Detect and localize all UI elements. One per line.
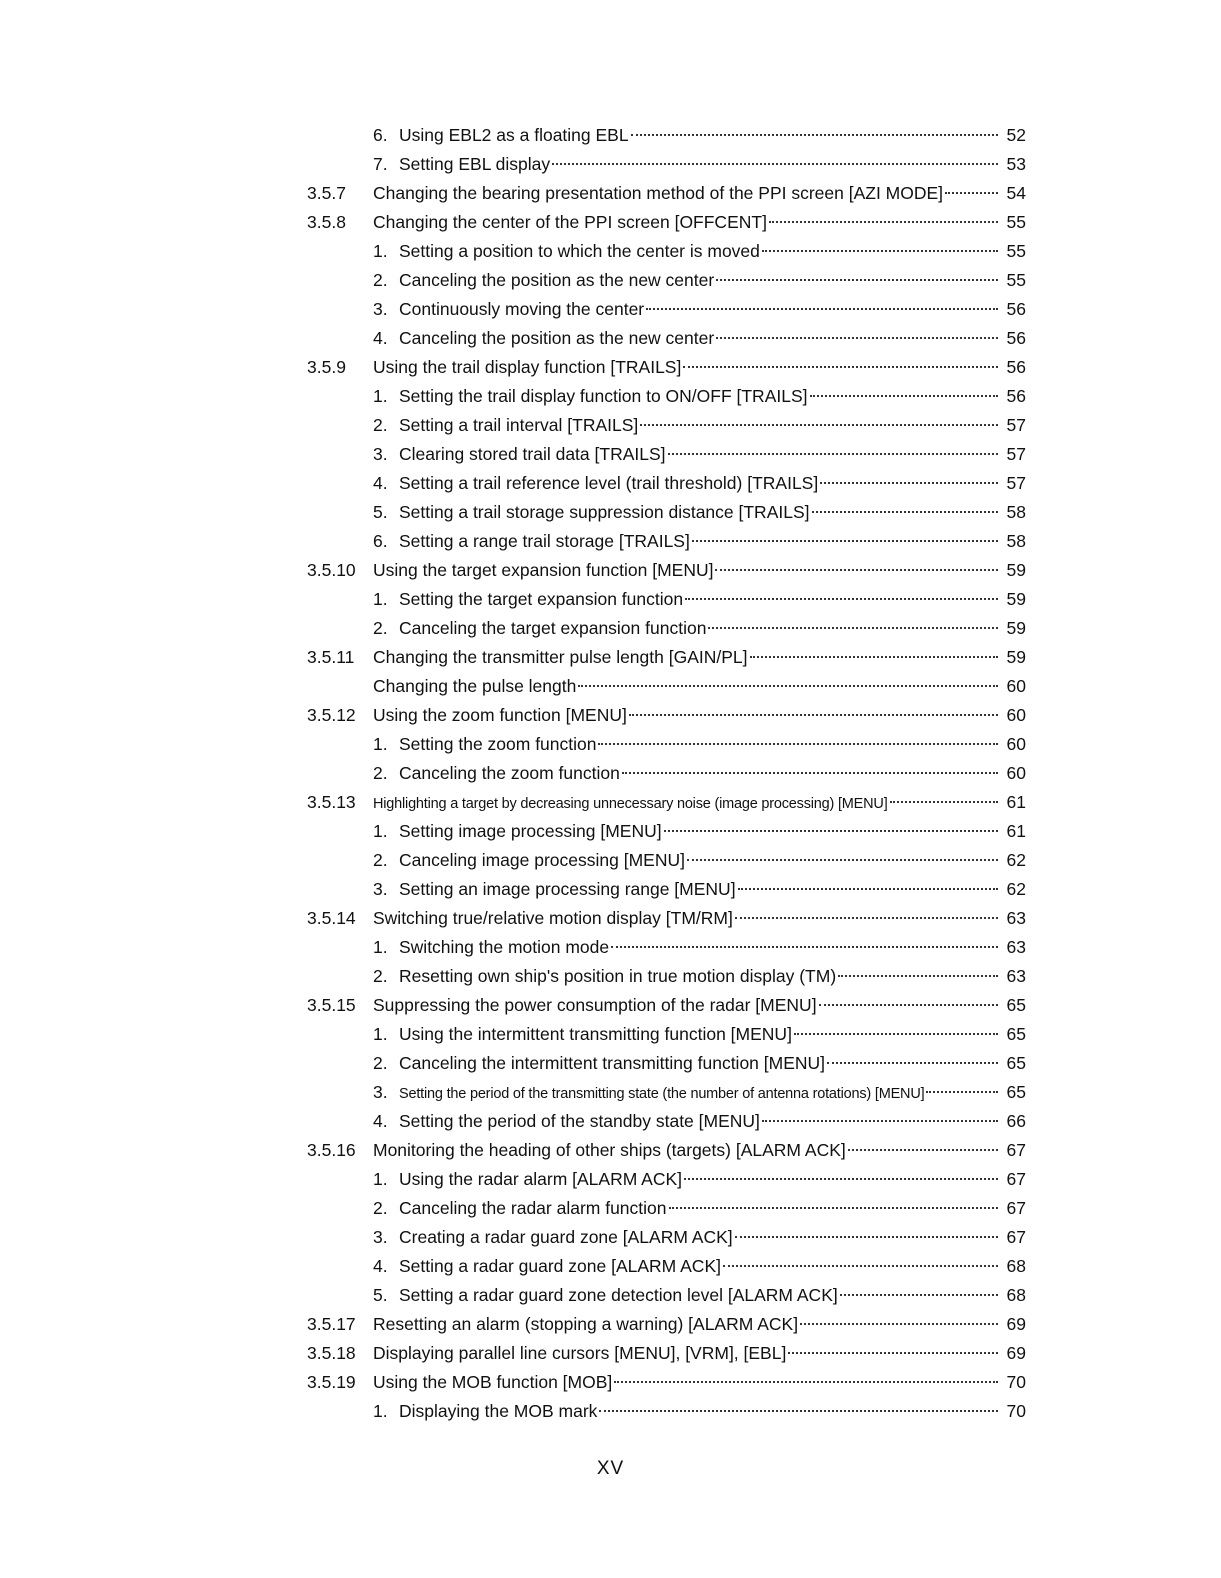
toc-entry: [0, 150, 1221, 179]
entry-title: Monitoring the heading of other ships (targets) [ALARM ACK]: [373, 1140, 846, 1160]
item-number: 1.: [373, 241, 388, 261]
dot-leader: [794, 1033, 998, 1035]
toc-entry: [0, 266, 1221, 295]
dot-leader: [840, 1294, 998, 1296]
dot-leader: [827, 1062, 998, 1064]
toc-entry-line: [373, 1368, 1026, 1397]
section-number: 3.5.16: [307, 1140, 356, 1160]
toc-entry-line: [373, 1194, 1026, 1223]
toc-entry: [0, 1223, 1221, 1252]
section-number: 3.5.12: [307, 705, 356, 725]
toc-entry: [0, 730, 1221, 759]
entry-title: Changing the center of the PPI screen [OFFCENT]: [373, 212, 767, 232]
entry-title: Displaying parallel line cursors [MENU], [VRM], [EBL]: [373, 1343, 787, 1363]
toc-entry: [0, 1136, 1221, 1165]
toc-entry-line: [373, 498, 1026, 527]
toc-entry-line: [373, 672, 1026, 701]
item-number: 3.: [373, 1082, 388, 1102]
page-number: XV: [596, 1458, 625, 1479]
item-number: 1.: [373, 937, 388, 957]
dot-leader: [684, 1178, 998, 1180]
entry-title: Setting a trail storage suppression distance [TRAILS]: [399, 502, 810, 522]
dot-leader: [578, 685, 998, 687]
entry-title: Canceling the position as the new center: [399, 270, 715, 290]
toc-entry: [0, 933, 1221, 962]
toc-entry: [0, 1281, 1221, 1310]
dot-leader: [687, 859, 998, 861]
toc-entry-line: [373, 759, 1026, 788]
page-ref: 59: [1006, 618, 1026, 638]
toc-entry: [0, 788, 1221, 817]
toc-entry-line: [373, 643, 1026, 672]
dot-leader: [716, 279, 998, 281]
page-ref: 65: [1006, 1082, 1026, 1102]
toc-entry-line: [373, 846, 1026, 875]
toc-entry: [0, 382, 1221, 411]
entry-title: Using the intermittent transmitting function [MENU]: [399, 1024, 792, 1044]
entry-title: Setting a range trail storage [TRAILS]: [399, 531, 690, 551]
dot-leader: [716, 337, 998, 339]
item-number: 1.: [373, 821, 388, 841]
toc-entry: [0, 817, 1221, 846]
item-number: 6.: [373, 531, 388, 551]
toc-entry: [0, 1339, 1221, 1368]
entry-title: Setting image processing [MENU]: [399, 821, 662, 841]
entry-title: Switching the motion mode: [399, 937, 610, 957]
item-number: 4.: [373, 1111, 388, 1131]
toc-entry: [0, 237, 1221, 266]
dot-leader: [735, 1236, 998, 1238]
toc-entry: [0, 643, 1221, 672]
item-number: 2.: [373, 618, 388, 638]
toc-entry-line: [373, 1252, 1026, 1281]
page-ref: 56: [1006, 386, 1026, 406]
dot-leader: [762, 250, 998, 252]
page-ref: 55: [1006, 241, 1026, 261]
entry-title: Displaying the MOB mark: [399, 1401, 598, 1421]
page-ref: 69: [1006, 1314, 1026, 1334]
page-ref: 70: [1006, 1372, 1026, 1392]
toc-entry: [0, 440, 1221, 469]
item-number: 1.: [373, 1401, 388, 1421]
toc-entry-line: [373, 382, 1026, 411]
page-ref: 63: [1006, 966, 1026, 986]
dot-leader: [599, 1410, 998, 1412]
item-number: 2.: [373, 966, 388, 986]
page-ref: 53: [1006, 154, 1026, 174]
page-ref: 62: [1006, 879, 1026, 899]
dot-leader: [622, 772, 998, 774]
item-number: 3.: [373, 1227, 388, 1247]
toc-entry: [0, 498, 1221, 527]
section-number: 3.5.9: [307, 357, 346, 377]
entry-title: Resetting an alarm (stopping a warning) [ALARM ACK]: [373, 1314, 799, 1334]
page-ref: 55: [1006, 270, 1026, 290]
toc-entry-line: [373, 614, 1026, 643]
page-ref: 68: [1006, 1256, 1026, 1276]
toc-entry-line: [373, 1078, 1026, 1109]
entry-title: Clearing stored trail data [TRAILS]: [399, 444, 666, 464]
toc-entry-line: [373, 962, 1026, 991]
toc-entry-line: [373, 1020, 1026, 1049]
entry-title: Creating a radar guard zone [ALARM ACK]: [399, 1227, 733, 1247]
toc-entry: [0, 1397, 1221, 1426]
item-number: 4.: [373, 328, 388, 348]
entry-title: Canceling the intermittent transmitting function [MENU]: [399, 1053, 826, 1073]
page-ref: 68: [1006, 1285, 1026, 1305]
toc-entry-line: [373, 1165, 1026, 1194]
toc-entry-line: [373, 440, 1026, 469]
dot-leader: [552, 163, 998, 165]
entry-title: Setting a position to which the center is moved: [399, 241, 760, 261]
item-number: 4.: [373, 473, 388, 493]
item-number: 1.: [373, 589, 388, 609]
section-number: 3.5.19: [307, 1372, 356, 1392]
toc-entry: [0, 324, 1221, 353]
entry-title: Setting a radar guard zone [ALARM ACK]: [399, 1256, 721, 1276]
toc-entry-line: [373, 904, 1026, 933]
page-ref: 56: [1006, 328, 1026, 348]
entry-title: Canceling the zoom function: [399, 763, 620, 783]
toc-entry: [0, 962, 1221, 991]
section-number: 3.5.17: [307, 1314, 356, 1334]
item-number: 3.: [373, 299, 388, 319]
page-ref: 67: [1006, 1140, 1026, 1160]
page-ref: 63: [1006, 937, 1026, 957]
page-ref: 56: [1006, 357, 1026, 377]
entry-title: Using the radar alarm [ALARM ACK]: [399, 1169, 683, 1189]
page-ref: 62: [1006, 850, 1026, 870]
entry-title: Canceling image processing [MENU]: [399, 850, 685, 870]
page-ref: 60: [1006, 705, 1026, 725]
page-ref: 59: [1006, 560, 1026, 580]
toc-entry-line: [373, 1223, 1026, 1252]
dot-leader: [629, 714, 998, 716]
dot-leader: [664, 830, 998, 832]
dot-leader: [715, 569, 998, 571]
dot-leader: [735, 917, 998, 919]
toc-entry: [0, 1310, 1221, 1339]
toc-entry: [0, 614, 1221, 643]
dot-leader: [738, 888, 998, 890]
toc-entry: [0, 1165, 1221, 1194]
page-ref: 60: [1006, 676, 1026, 696]
dot-leader: [810, 395, 999, 397]
item-number: 2.: [373, 1053, 388, 1073]
entry-title: Setting the period of the standby state [MENU]: [399, 1111, 760, 1131]
dot-leader: [598, 743, 998, 745]
toc-entry-line: [373, 1397, 1026, 1426]
toc-entry-line: [373, 1049, 1026, 1078]
dot-leader: [945, 192, 998, 194]
section-number: 3.5.14: [307, 908, 356, 928]
toc-entry: [0, 527, 1221, 556]
page-ref: 61: [1006, 821, 1026, 841]
item-number: 4.: [373, 1256, 388, 1276]
toc-entry: [0, 1107, 1221, 1136]
toc-entry-line: [373, 121, 1026, 150]
dot-leader: [669, 1207, 998, 1209]
item-number: 2.: [373, 270, 388, 290]
toc-entry: [0, 121, 1221, 150]
toc-entry: [0, 846, 1221, 875]
toc-entry: [0, 1049, 1221, 1078]
page-ref: 55: [1006, 212, 1026, 232]
item-number: 1.: [373, 386, 388, 406]
dot-leader: [611, 946, 998, 948]
section-number: 3.5.11: [307, 647, 355, 667]
toc-entry: [0, 991, 1221, 1020]
entry-title: Setting the zoom function: [399, 734, 597, 754]
toc-entry-line: [373, 179, 1026, 208]
toc-entry-line: [373, 1281, 1026, 1310]
entry-title: Continuously moving the center: [399, 299, 645, 319]
page-ref: 59: [1006, 589, 1026, 609]
item-number: 3.: [373, 879, 388, 899]
item-number: 7.: [373, 154, 388, 174]
toc-entry: [0, 1020, 1221, 1049]
dot-leader: [750, 656, 998, 658]
toc-entry: [0, 672, 1221, 701]
dot-leader: [708, 627, 998, 629]
page-ref: 67: [1006, 1227, 1026, 1247]
item-number: 1.: [373, 1169, 388, 1189]
section-number: 3.5.15: [307, 995, 356, 1015]
item-number: 1.: [373, 1024, 388, 1044]
toc-entry: [0, 759, 1221, 788]
page-ref: 57: [1006, 415, 1026, 435]
toc-entry: [0, 1252, 1221, 1281]
toc-entry: [0, 353, 1221, 382]
page-ref: 66: [1006, 1111, 1026, 1131]
entry-title: Canceling the radar alarm function: [399, 1198, 667, 1218]
dot-leader: [762, 1120, 998, 1122]
toc-entry: [0, 208, 1221, 237]
entry-title: Changing the transmitter pulse length [GAIN/PL]: [373, 647, 748, 667]
toc-entry-line: [373, 266, 1026, 295]
entry-title: Using the trail display function [TRAILS]: [373, 357, 682, 377]
item-number: 6.: [373, 125, 388, 145]
page-ref: 57: [1006, 473, 1026, 493]
dot-leader: [800, 1323, 998, 1325]
toc-entry: [0, 556, 1221, 585]
page-ref: 59: [1006, 647, 1026, 667]
page-ref: 58: [1006, 502, 1026, 522]
dot-leader: [685, 598, 998, 600]
entry-title: Setting a radar guard zone detection level [ALARM ACK]: [399, 1285, 838, 1305]
page-ref: 60: [1006, 763, 1026, 783]
entry-title: Changing the bearing presentation method of the PPI screen [AZI MODE]: [373, 183, 944, 203]
page-ref: 70: [1006, 1401, 1026, 1421]
toc-entry-line: [373, 788, 1026, 819]
section-number: 3.5.8: [307, 212, 346, 232]
toc-entry-line: [373, 150, 1026, 179]
section-number: 3.5.13: [307, 792, 356, 812]
section-number: 3.5.10: [307, 560, 356, 580]
dot-leader: [640, 424, 998, 426]
entry-title: Highlighting a target by decreasing unnecessary noise (image processing) [MENU]: [373, 796, 888, 812]
entry-title: Canceling the target expansion function: [399, 618, 707, 638]
dot-leader: [812, 511, 999, 513]
dot-leader: [614, 1381, 998, 1383]
entry-title: Setting a trail reference level (trail threshold) [TRAILS]: [399, 473, 819, 493]
toc-entry-line: [373, 875, 1026, 904]
toc-entry-line: [373, 208, 1026, 237]
page-ref: 67: [1006, 1169, 1026, 1189]
toc-entry: [0, 295, 1221, 324]
page-ref: 54: [1006, 183, 1026, 203]
toc-entry-line: [373, 730, 1026, 759]
dot-leader: [692, 540, 998, 542]
page-ref: 61: [1006, 792, 1026, 812]
dot-leader: [820, 482, 998, 484]
dot-leader: [838, 975, 998, 977]
page-ref: 60: [1006, 734, 1026, 754]
toc-entry-line: [373, 527, 1026, 556]
dot-leader: [848, 1149, 998, 1151]
page-ref: 57: [1006, 444, 1026, 464]
toc-entry: [0, 469, 1221, 498]
toc-entry: [0, 1368, 1221, 1397]
page-ref: 65: [1006, 1053, 1026, 1073]
entry-title: Setting the period of the transmitting state (the number of antenna rotations) [MENU]: [399, 1086, 925, 1102]
dot-leader: [890, 801, 998, 803]
item-number: 5.: [373, 502, 388, 522]
dot-leader: [926, 1091, 998, 1093]
entry-title: Canceling the position as the new center: [399, 328, 715, 348]
item-number: 5.: [373, 1285, 388, 1305]
entry-title: Setting the target expansion function: [399, 589, 684, 609]
dot-leader: [819, 1004, 998, 1006]
toc-entry-line: [373, 1107, 1026, 1136]
entry-title: Using the zoom function [MENU]: [373, 705, 627, 725]
entry-title: Setting the trail display function to ON/OFF [TRAILS]: [399, 386, 808, 406]
toc-entry: [0, 701, 1221, 730]
toc-entry: [0, 179, 1221, 208]
entry-title: Using the MOB function [MOB]: [373, 1372, 613, 1392]
page-ref: 56: [1006, 299, 1026, 319]
item-number: 1.: [373, 734, 388, 754]
toc-entry-line: [373, 556, 1026, 585]
toc-entry-line: [373, 585, 1026, 614]
toc-entry-line: [373, 817, 1026, 846]
item-number: 2.: [373, 1198, 388, 1218]
page-ref: 67: [1006, 1198, 1026, 1218]
toc-entry-line: [373, 411, 1026, 440]
entry-title: Using EBL2 as a floating EBL: [399, 125, 629, 145]
toc-entry-line: [373, 237, 1026, 266]
toc-entry-line: [373, 295, 1026, 324]
toc-entry-line: [373, 1310, 1026, 1339]
section-number: 3.5.18: [307, 1343, 356, 1363]
toc-entry: [0, 875, 1221, 904]
entry-title: Suppressing the power consumption of the radar [MENU]: [373, 995, 817, 1015]
toc-entry-line: [373, 324, 1026, 353]
toc-entry-line: [373, 701, 1026, 730]
toc-entry-line: [373, 1136, 1026, 1165]
item-number: 2.: [373, 850, 388, 870]
dot-leader: [668, 453, 998, 455]
toc-entry: [0, 411, 1221, 440]
entry-title: Using the target expansion function [MENU]: [373, 560, 714, 580]
item-number: 3.: [373, 444, 388, 464]
toc-entry: [0, 904, 1221, 933]
page-ref: 65: [1006, 995, 1026, 1015]
dot-leader: [769, 221, 998, 223]
entry-title: Setting EBL display: [399, 154, 551, 174]
page-ref: 63: [1006, 908, 1026, 928]
dot-leader: [788, 1352, 998, 1354]
dot-leader: [646, 308, 998, 310]
entry-title: Setting an image processing range [MENU]: [399, 879, 736, 899]
entry-title: Setting a trail interval [TRAILS]: [399, 415, 639, 435]
dot-leader: [631, 134, 998, 136]
toc-entry-line: [373, 1339, 1026, 1368]
toc-entry-line: [373, 469, 1026, 498]
toc-entry: [0, 1078, 1221, 1107]
entry-title: Changing the pulse length: [373, 676, 577, 696]
toc-entry: [0, 1194, 1221, 1223]
page-ref: 69: [1006, 1343, 1026, 1363]
toc-entry-line: [373, 991, 1026, 1020]
dot-leader: [723, 1265, 998, 1267]
item-number: 2.: [373, 415, 388, 435]
entry-title: Switching true/relative motion display [TM/RM]: [373, 908, 733, 928]
page-ref: 65: [1006, 1024, 1026, 1044]
toc-entry-line: [373, 933, 1026, 962]
entry-title: Resetting own ship's position in true motion display (TM): [399, 966, 837, 986]
toc-entry: [0, 585, 1221, 614]
section-number: 3.5.7: [307, 183, 346, 203]
item-number: 2.: [373, 763, 388, 783]
dot-leader: [683, 366, 998, 368]
toc-entry-line: [373, 353, 1026, 382]
page-ref: 52: [1006, 125, 1026, 145]
page-ref: 58: [1006, 531, 1026, 551]
